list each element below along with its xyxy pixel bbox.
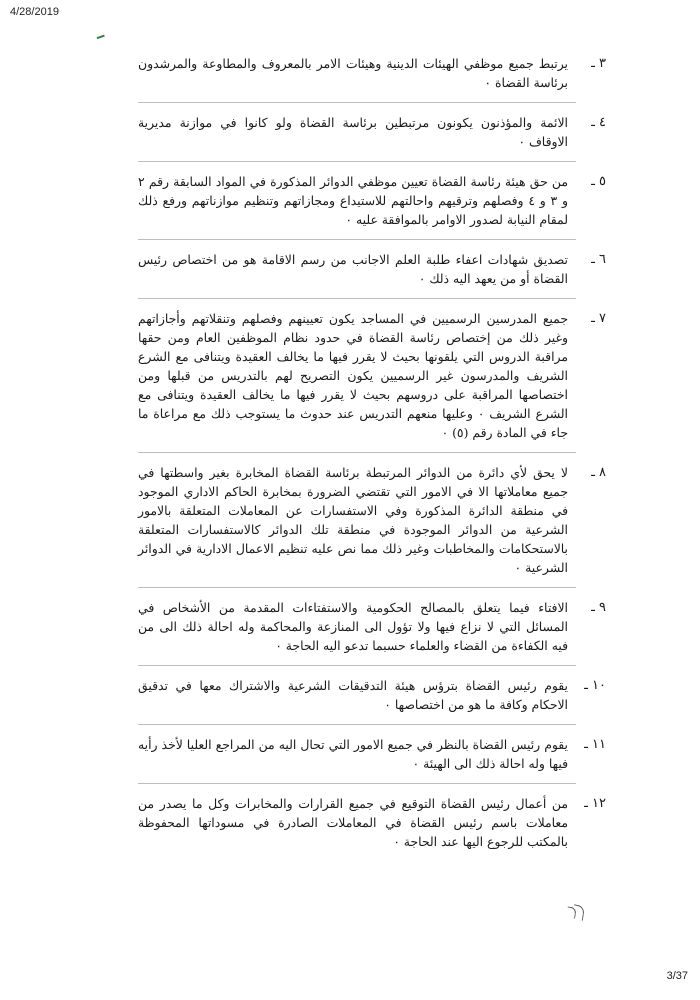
clause-number: ٦ ـ <box>591 252 606 267</box>
clause-number: ٤ ـ <box>591 115 606 130</box>
print-date: 4/28/2019 <box>10 6 59 18</box>
clause-text: يقوم رئيس القضاة بالنظر في جميع الامور التي تحال اليه من المراجع العليا لأخذ رأيه فيها وله احالة ذلك الى الهيئة ٠ <box>138 737 568 771</box>
clause-text: من حق هيئة رئاسة القضاة تعيين موظفي الدوائر المذكورة في المواد السابقة رقم ٢ و ٣ و ٤ وفصلهم وترقيهم واحالتهم للاستيداع ومجازاتهم وتنظيم موازناتهم ورفع ذلك لمقام النيابة لصدور الاوامر بالموافقة عليه ٠ <box>138 174 568 227</box>
clause-number: ١٢ ـ <box>584 796 606 811</box>
pen-mark <box>572 904 585 920</box>
divider <box>138 783 576 784</box>
clause-9 <box>138 598 606 655</box>
clause-7 <box>138 309 606 442</box>
divider <box>138 161 576 162</box>
clause-6 <box>138 250 606 288</box>
divider <box>138 724 576 725</box>
clause-number: ٨ ـ <box>591 465 606 480</box>
divider <box>138 587 576 588</box>
clause-10 <box>138 676 606 714</box>
divider <box>138 298 576 299</box>
clause-number: ٣ ـ <box>591 56 606 71</box>
clause-11 <box>138 735 606 773</box>
divider <box>138 102 576 103</box>
clause-text: يرتبط جميع موظفي الهيئات الدينية وهيئات الامر بالمعروف والمطاوعة والمرشدون برئاسة القضاة ٠ <box>138 56 568 90</box>
divider <box>138 665 576 666</box>
page-number: 3/37 <box>666 970 688 982</box>
clause-12 <box>138 794 606 851</box>
clause-number: ١٠ ـ <box>584 678 606 693</box>
clause-text: جميع المدرسين الرسميين في المساجد يكون تعيينهم وفصلهم وتنقلاتهم وأجازاتهم وغير ذلك من إختصاص رئاسة القضاة في حدود نظام الموظفين العام ومن حقها مراقبة الدروس التي يلقونها بحيث لا يقرر فيها ما يخالف العقيدة ويتنافى مع الشرع الشريف والمدرسون غير الرسميين يكون التصريح لهم بالتدريس من قبلها ومن اختصاصها المراقبة على دروسهم بحيث لا يقرر فيها ما يخالف العقيدة ويتنافى مع الشرع الشريف ٠ وعليها منعهم التدريس عند حدوث ما يستوجب ذلك مع مراعاة ما جاء في المادة رقم (٥) ٠ <box>138 311 568 440</box>
clause-text: تصديق شهادات اعفاء طلبة العلم الاجانب من رسم الاقامة هو من اختصاص رئيس القضاة أو من يعهد اليه ذلك ٠ <box>138 252 568 286</box>
clause-text: من أعمال رئيس القضاة التوقيع في جميع القرارات والمخابرات وكل ما يصدر من معاملات باسم رئيس القضاة في المعاملات الصادرة في مسوداتها المحفوظة بالمكتب للرجوع اليها عند الحاجة ٠ <box>138 796 568 849</box>
clause-text: الافتاء فيما يتعلق بالمصالح الحكومية والاستفتاءات المقدمة من الأشخاص في المسائل التي لا نزاع فيها ولا تؤول الى المنازعة والمحاكمة وله احالة ذلك الى من فيه الكفاءة من القضاء والعلماء حسبما تدعو اليه الحاجة ٠ <box>138 600 568 653</box>
clause-number: ٩ ـ <box>591 600 606 615</box>
clause-4 <box>138 113 606 151</box>
clause-8 <box>138 463 606 577</box>
clause-number: ١١ ـ <box>584 737 606 752</box>
clause-number: ٧ ـ <box>591 311 606 326</box>
clause-number: ٥ ـ <box>591 174 606 189</box>
divider <box>138 452 576 453</box>
clause-text: الائمة والمؤذنون يكونون مرتبطين برئاسة القضاة ولو كانوا في موازنة مديرية الاوقاف ٠ <box>138 115 568 149</box>
divider <box>138 239 576 240</box>
clause-5 <box>138 172 606 229</box>
clause-3 <box>138 54 606 92</box>
clause-text: لا يحق لأي دائرة من الدوائر المرتبطة برئاسة القضاة المخابرة بغير واسطتها في جميع معاملاتها الا في الامور التي تقتضي الضرورة بمخابرة الحاكم الاداري الموجود في منطقة الدائرة المذكورة وفي الاستفسارات عن المعاملات المتعلقة بالامور الشرعية من الدوائر الموجودة في منطقة تلك الدوائر كالاستفسارات المتعلقة بالاستحكامات والمخاطبات وغير ذلك مما نص عليه تنظيم الاعمال الادارية في الدوائر الشرعية ٠ <box>138 465 568 575</box>
document-body <box>138 54 606 851</box>
tick-mark <box>95 31 105 39</box>
clause-text: يقوم رئيس القضاة بترؤس هيئة التدقيقات الشرعية والاشتراك معها في تدقيق الاحكام وكافة ما هو من اختصاصها ٠ <box>138 678 568 712</box>
